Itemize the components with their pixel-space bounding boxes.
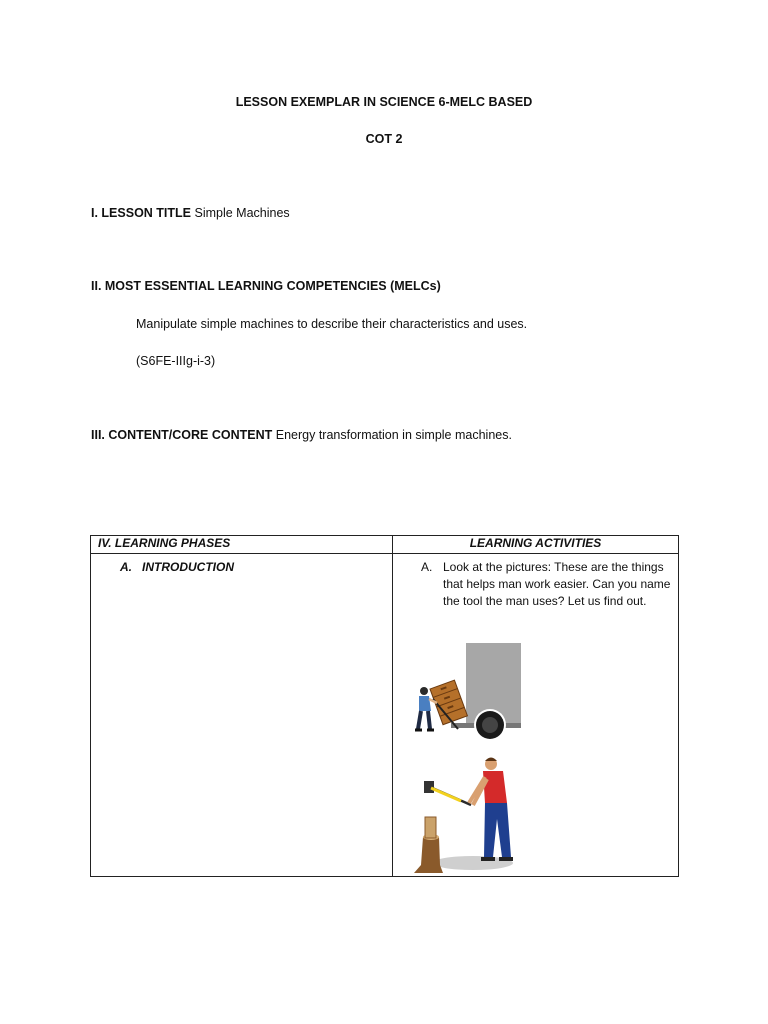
table-row bbox=[91, 554, 679, 877]
lesson-title-heading: I. LESSON TITLE bbox=[91, 206, 192, 220]
content-text: Energy transformation in simple machines. bbox=[275, 428, 512, 442]
phase-label: INTRODUCTION bbox=[142, 560, 234, 574]
table-header-row bbox=[91, 536, 679, 554]
document-subtitle: COT 2 bbox=[365, 132, 403, 146]
activity-text: Look at the pictures: These are the things that helps man work easier. Can you name the tool the man uses? Let us find out. bbox=[443, 560, 671, 608]
lesson-title-line bbox=[91, 206, 290, 220]
man-chopping-wood-with-axe-icon bbox=[411, 757, 516, 877]
melc-competency: Manipulate simple machines to describe their characteristics and uses. bbox=[136, 317, 528, 331]
learning-phases-table bbox=[90, 535, 679, 877]
header-learning-activities: LEARNING ACTIVITIES bbox=[393, 536, 679, 554]
activity-cell bbox=[393, 554, 679, 877]
activity-letter: A. bbox=[421, 560, 433, 574]
phase-item bbox=[120, 560, 234, 574]
content-heading: III. CONTENT/CORE CONTENT bbox=[91, 428, 273, 442]
activity-item bbox=[421, 559, 681, 610]
melc-code: (S6FE-IIIg-i-3) bbox=[136, 354, 216, 368]
content-line bbox=[91, 428, 512, 442]
melc-heading: II. MOST ESSENTIAL LEARNING COMPETENCIES (MELCs) bbox=[91, 279, 441, 293]
lesson-title-text: Simple Machines bbox=[194, 206, 290, 220]
header-learning-phases: IV. LEARNING PHASES bbox=[91, 536, 393, 554]
person-pushing-hand-truck-icon bbox=[413, 641, 525, 743]
document-title: LESSON EXEMPLAR IN SCIENCE 6-MELC BASED bbox=[235, 95, 533, 109]
phase-cell bbox=[91, 554, 393, 877]
phase-letter: A. bbox=[120, 560, 132, 574]
